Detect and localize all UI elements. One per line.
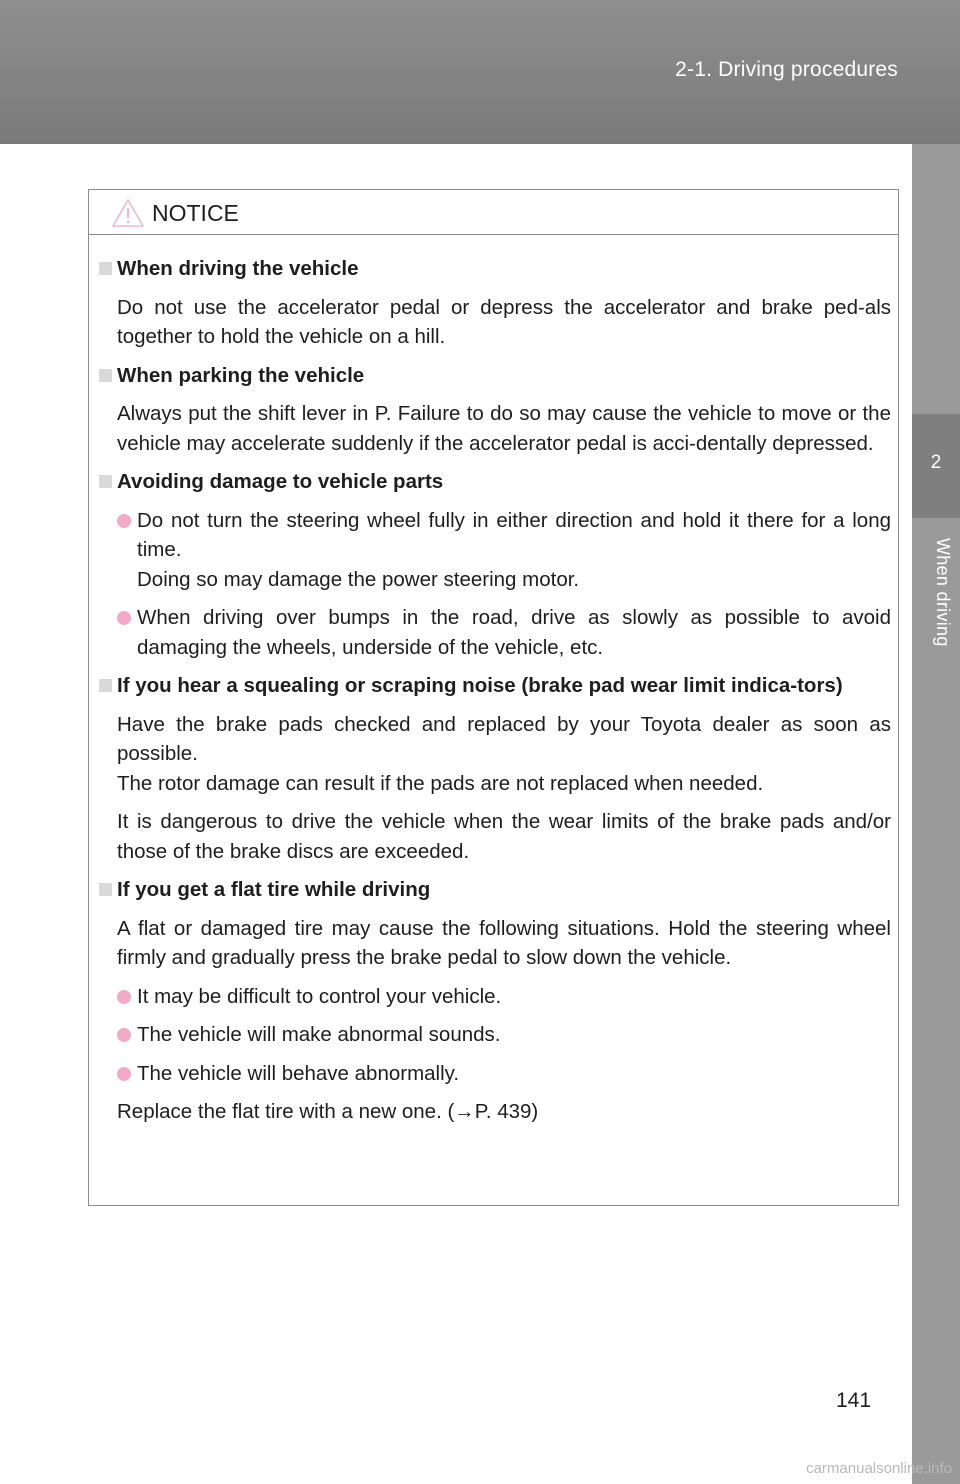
section-heading bbox=[89, 467, 891, 497]
list-item-text: It may be difficult to control your vehicle. bbox=[137, 984, 502, 1008]
circle-bullet-icon bbox=[117, 1067, 131, 1081]
paragraph: Do not use the accelerator pedal or depress the accelerator and brake ped-als together to hold the vehicle on a hill. bbox=[117, 295, 891, 348]
side-tab-active[interactable] bbox=[912, 414, 960, 518]
heading-text: When parking the vehicle bbox=[117, 363, 365, 387]
square-bullet-icon bbox=[99, 883, 112, 896]
paragraph-line: The rotor damage can result if the pads are not replaced when needed. bbox=[117, 771, 764, 795]
list-item bbox=[117, 982, 891, 1012]
paragraph: It is dangerous to drive the vehicle when the wear limits of the brake pads and/or those of the brake discs are exceeded. bbox=[117, 810, 891, 863]
circle-bullet-icon bbox=[117, 1028, 131, 1042]
square-bullet-icon bbox=[99, 262, 112, 275]
heading-text: If you hear a squealing or scraping noise (brake pad wear limit indica-tors) bbox=[117, 674, 843, 697]
circle-bullet-icon bbox=[117, 990, 131, 1004]
watermark: carmanualsonline.info bbox=[806, 1460, 952, 1477]
paragraph-line: Have the brake pads checked and replaced by your Toyota dealer as soon as possible. bbox=[117, 712, 891, 765]
paragraph: A flat or damaged tire may cause the following situations. Hold the steering wheel firmly and gradually press the brake pedal to slow down the vehicle. bbox=[117, 916, 891, 969]
square-bullet-icon bbox=[99, 369, 112, 382]
heading-text: When driving the vehicle bbox=[117, 257, 359, 280]
list-item bbox=[117, 1020, 891, 1050]
notice-content bbox=[117, 254, 891, 1136]
section-heading bbox=[89, 875, 891, 905]
page-header bbox=[0, 0, 960, 144]
list-item-text: Do not turn the steering wheel fully in either direction and hold it there for a long time. bbox=[137, 508, 891, 561]
side-tab-upper bbox=[912, 144, 960, 414]
list-item bbox=[117, 506, 891, 595]
warning-triangle-icon bbox=[111, 198, 145, 228]
paragraph: Always put the shift lever in P. Failure to do so may cause the vehicle to move or the vehicle may accelerate suddenly if the accelerator pedal is acci-dentally depressed. bbox=[117, 402, 891, 455]
cross-reference-paragraph: Replace the flat tire with a new one. (→P. 439) bbox=[117, 1100, 539, 1123]
chapter-number: 2 bbox=[930, 452, 942, 473]
page-number: 141 bbox=[836, 1389, 872, 1412]
list-item bbox=[117, 603, 891, 662]
chapter-label: When driving bbox=[933, 538, 953, 647]
notice-title: NOTICE bbox=[152, 200, 239, 226]
list-item-text: When driving over bumps in the road, drive as slowly as possible to avoid damaging the wheels, underside of the vehicle, etc. bbox=[137, 606, 891, 659]
notice-header bbox=[89, 190, 898, 235]
list-item-text: Doing so may damage the power steering motor. bbox=[137, 567, 580, 591]
square-bullet-icon bbox=[99, 679, 112, 692]
section-heading bbox=[89, 361, 891, 391]
section-heading bbox=[89, 254, 891, 284]
paragraph bbox=[117, 710, 891, 799]
list-item bbox=[117, 1059, 891, 1089]
section-title: 2-1. Driving procedures bbox=[675, 58, 898, 81]
notice-box bbox=[88, 189, 899, 1206]
heading-text: If you get a flat tire while driving bbox=[117, 878, 431, 901]
heading-text: Avoiding damage to vehicle parts bbox=[117, 470, 444, 493]
list-item-text: The vehicle will make abnormal sounds. bbox=[137, 1023, 501, 1046]
square-bullet-icon bbox=[99, 475, 112, 488]
side-tab-lower bbox=[912, 518, 960, 1484]
list-item-text: The vehicle will behave abnormally. bbox=[137, 1061, 460, 1085]
section-heading bbox=[89, 671, 891, 701]
circle-bullet-icon bbox=[117, 611, 131, 625]
circle-bullet-icon bbox=[117, 514, 131, 528]
